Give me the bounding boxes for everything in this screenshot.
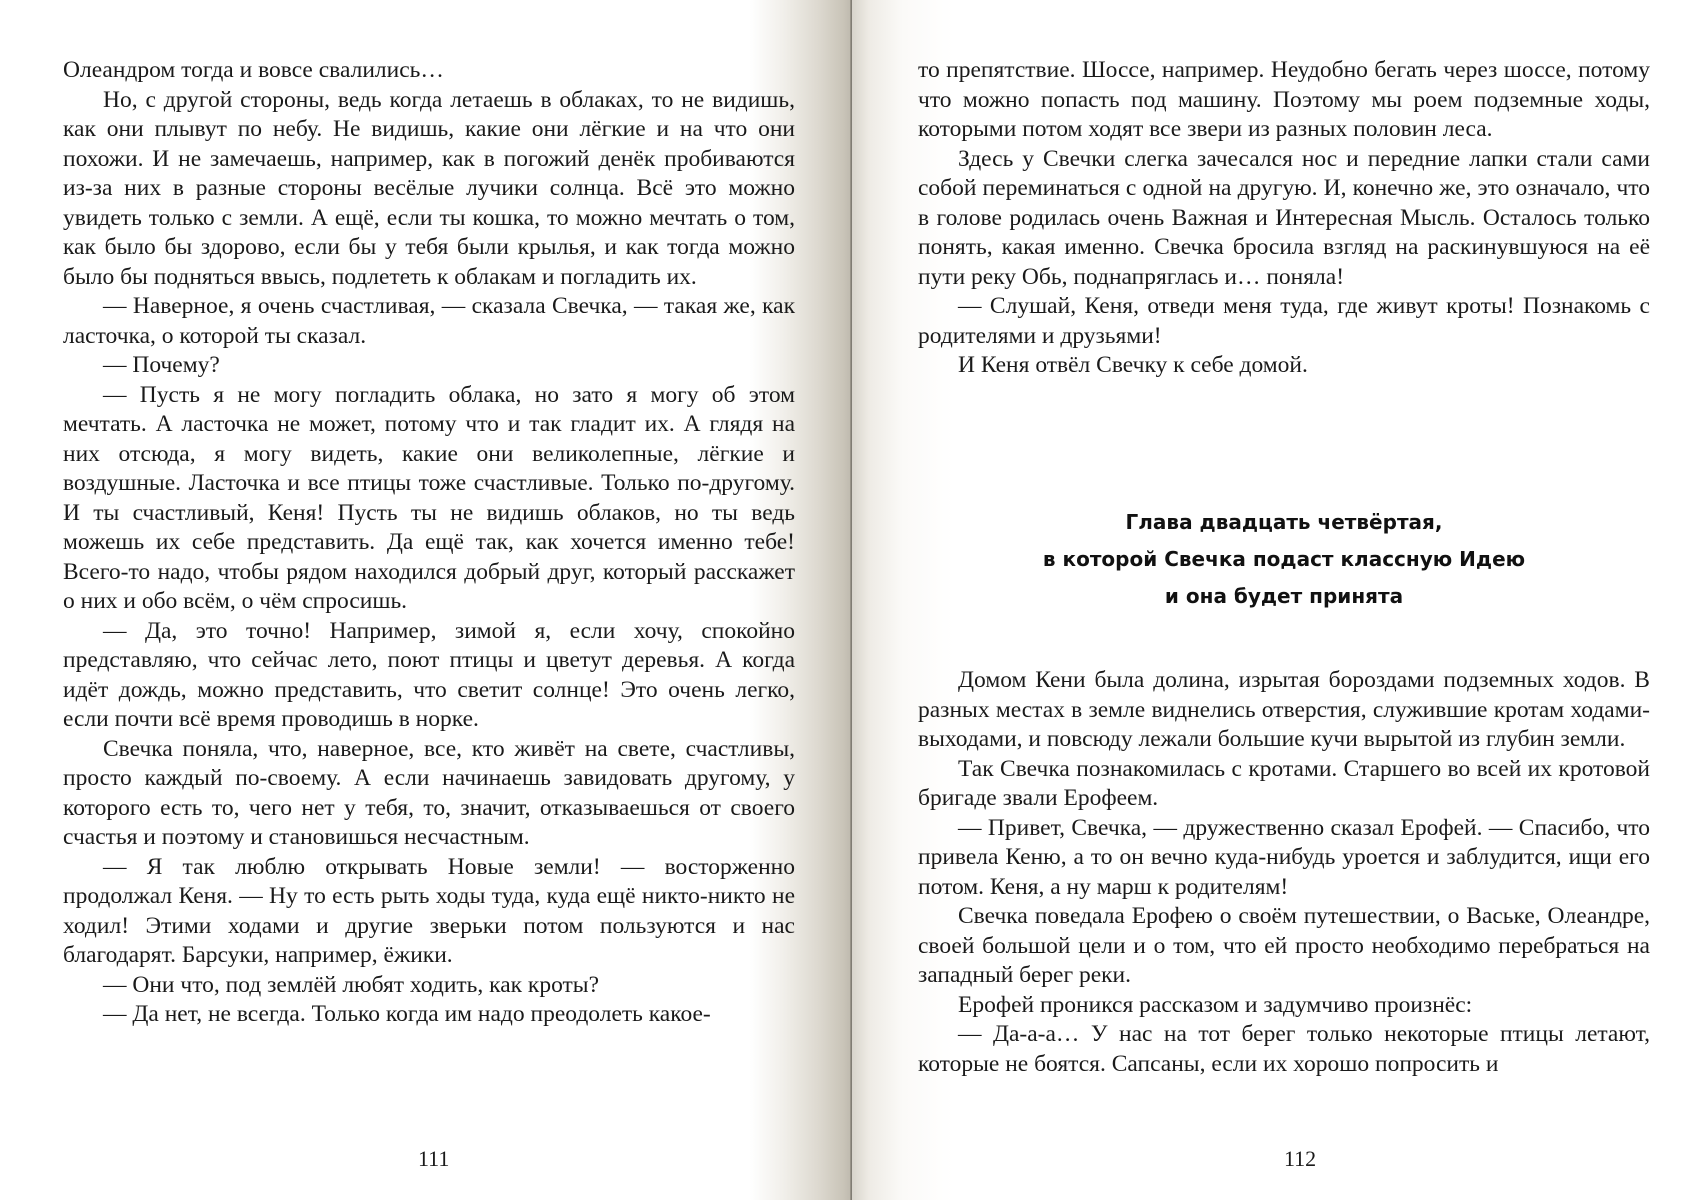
chapter-heading-line: в которой Свечка подаст классную Идею bbox=[1042, 547, 1526, 571]
paragraph: Так Свечка познакомилась с кротами. Старшего во всей их кротовой бригаде звали Ерофеем. bbox=[918, 755, 1650, 811]
paragraph: — Да-а-а… У нас на тот берег только некоторые птицы летают, которые не боятся. Сапсаны, если их хорошо попросить и bbox=[918, 1021, 1650, 1077]
paragraph: — Пусть я не могу погладить облака, но зато я могу об этом мечтать. А ласточка не может, потому что и так гладит их. А глядя на них отсюда, я могу видеть, какие они великолепные, лёгкие и воздушные. Ласточка и все птицы тоже счастливые. Только по-другому. И ты счастливый, Кеня! Пусть ты не видишь облаков, но ты ведь можешь их себе представить. Да ещё так, как хочется именно тебе! Всего-то надо, чтобы рядом находился добрый друг, который расскажет о них и обо всём, о чём спросишь. bbox=[63, 381, 795, 614]
paragraph: — Привет, Свечка, — дружественно сказал Ерофей. — Спасибо, что привела Кеню, а то он вечно куда-нибудь уроется и заблудится, ищи его потом. Кеня, а ну марш к родителям! bbox=[918, 814, 1650, 900]
chapter-heading bbox=[918, 504, 1650, 615]
paragraph: — Я так люблю открывать Новые земли! — восторженно продолжал Кеня. — Ну то есть рыть ходы туда, куда ещё никто-никто не ходил! Этими ходами и другие зверьки потом пользуются и нас благодарят. Барсуки, например, ёжики. bbox=[63, 853, 795, 968]
paragraph: — Да нет, не всегда. Только когда им надо преодолеть какое- bbox=[103, 1001, 711, 1027]
page-number-right: 112 bbox=[1284, 1146, 1317, 1171]
paragraph: И Кеня отвёл Свечку к себе домой. bbox=[958, 352, 1308, 378]
paragraph: Но, с другой стороны, ведь когда летаешь в облаках, то не видишь, как они плывут по небу. Не видишь, какие они лёгкие и на что они похожи. И не замечаешь, например, как в погожий денёк пробиваются из-за них в разные стороны весёлые лучики солнца. Всё это можно увидеть только с земли. А ещё, если ты кошка, то можно мечтать о том, как было бы здорово, если бы у тебя были крылья, и как тогда можно было бы подняться ввысь, подлететь к облакам и погладить их. bbox=[63, 86, 795, 290]
paragraph: — Да, это точно! Например, зимой я, если хочу, спокойно представляю, что сейчас лето, поют птицы и цветут деревья. А когда идёт дождь, можно представить, что светит солнце! Это очень легко, если почти всё время проводишь в норке. bbox=[63, 617, 795, 732]
paragraph: Здесь у Свечки слегка зачесался нос и передние лапки стали сами собой переминаться с одной на другую. И, конечно же, это означало, что в голове родилась очень Важная и Интересная Мысль. Осталось только понять, какая именно. Свечка бросила взгляд на раскинувшуюся на её пути реку Обь, поднапряглась и… поняла! bbox=[918, 145, 1650, 290]
right-page-text-bottom bbox=[918, 666, 1650, 1079]
paragraph: Олеандром тогда и вовсе свалились… bbox=[63, 57, 444, 83]
paragraph: — Наверное, я очень счастливая, — сказала Свечка, — такая же, как ласточка, о которой ты сказал. bbox=[63, 293, 795, 349]
paragraph: Домом Кени была долина, изрытая бороздами подземных ходов. В разных местах в земле виднелись отверстия, служившие кротам ходами-выходами, и повсюду лежали большие кучи вырытой из глубин земли. bbox=[918, 667, 1650, 752]
paragraph: Ерофей проникся рассказом и задумчиво произнёс: bbox=[958, 991, 1473, 1018]
paragraph: — Слушай, Кеня, отведи меня туда, где живут кроты! Познакомь с родителями и друзьями! bbox=[918, 293, 1650, 349]
paragraph: Свечка поняла, что, наверное, все, кто живёт на свете, счастливы, просто каждый по-своему. А если начинаешь завидовать другому, у которого есть то, чего нет у тебя, то, значит, отказываешься от своего счастья и поэтому и становишься несчастным. bbox=[63, 735, 795, 850]
page-number-left: 111 bbox=[418, 1146, 450, 1171]
paragraph: то препятствие. Шоссе, например. Неудобно бегать через шоссе, потому что можно попасть под машину. Поэтому мы роем подземные ходы, которыми потом ходят все звери из разных половин леса. bbox=[918, 57, 1650, 142]
left-page-text bbox=[63, 56, 795, 1030]
chapter-heading-line: Глава двадцать четвёртая, bbox=[1125, 510, 1443, 534]
paragraph: Свечка поведала Ерофею о своём путешествии, о Ваське, Олеандре, своей большой цели и о том, что ей просто необходимо перебраться на западный берег реки. bbox=[918, 903, 1650, 988]
paragraph: — Они что, под землёй любят ходить, как кроты? bbox=[103, 971, 600, 998]
chapter-heading-line: и она будет принята bbox=[1164, 584, 1404, 608]
paragraph: — Почему? bbox=[103, 352, 220, 378]
right-page bbox=[852, 0, 1700, 1200]
right-page-text-top bbox=[918, 56, 1650, 381]
